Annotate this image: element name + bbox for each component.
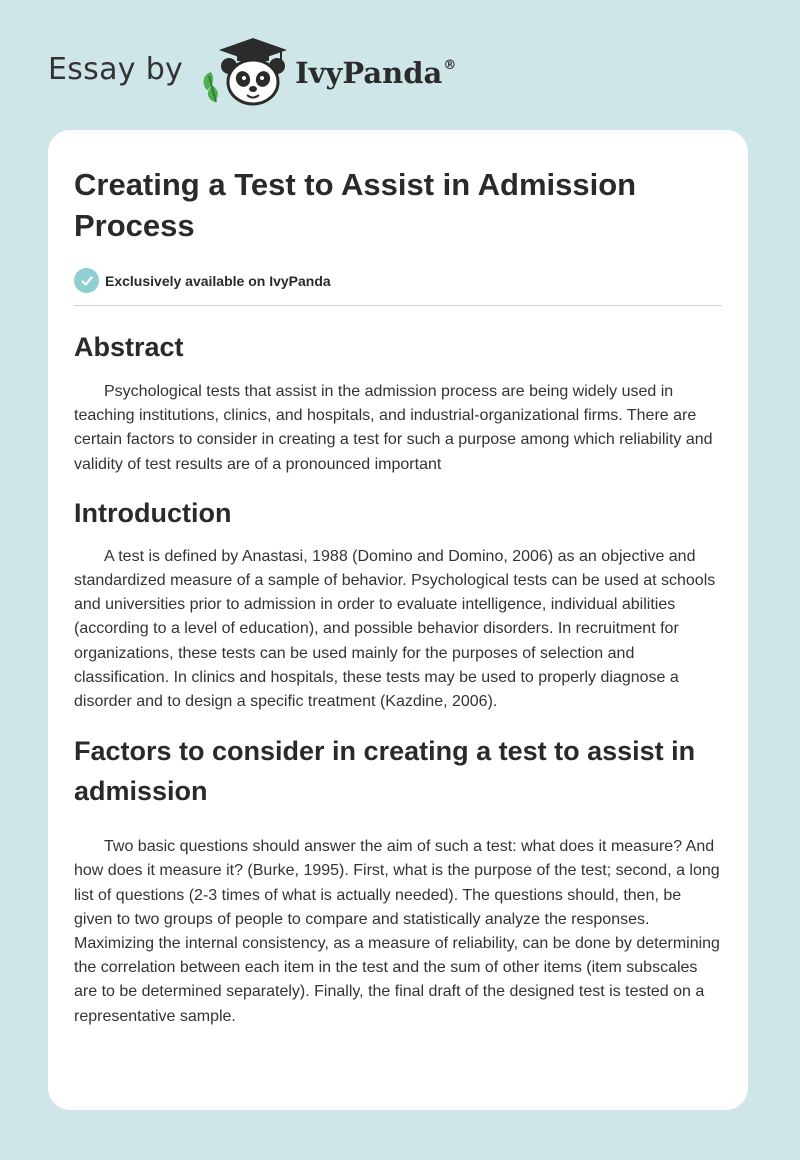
registered-mark: ® bbox=[443, 58, 457, 73]
essay-card bbox=[48, 130, 748, 1110]
panda-graduate-icon[interactable] bbox=[199, 36, 291, 108]
section-paragraph-abstract: Psychological tests that assist in the admission process are being widely used in teaching institutions, clinics, and hospitals, and industrial-organizational firms. There are certain factors to consider in creating a test for such a purpose among which reliability and validity of test results are of a pronounced important bbox=[74, 383, 713, 473]
site-header bbox=[48, 36, 456, 108]
essay-by-label: Essay by bbox=[48, 51, 184, 87]
section-heading-abstract: Abstract bbox=[74, 332, 184, 362]
section-heading-introduction: Introduction bbox=[74, 497, 232, 528]
check-circle-icon bbox=[74, 268, 99, 293]
exclusive-badge bbox=[74, 268, 722, 306]
section-heading-factors: Factors to consider in creating a test to assist in admission bbox=[74, 736, 696, 807]
section-paragraph-introduction: A test is defined by Anastasi, 1988 (Domino and Domino, 2006) as an objective and standardized measure of a sample of behavior. Psychological tests can be used at schools and universities prior to admission in order to evaluate intelligence, individual abilities (according to a level of education), and possible behavior disorders. In recruitment for organizations, these tests can be used mainly for the purposes of selection and classification. In clinics and hospitals, these tests may be used to properly diagnose a disorder and to design a specific treatment (Kazdine, 2006). bbox=[74, 547, 716, 711]
page-title: Creating a Test to Assist in Admission Process bbox=[74, 167, 637, 243]
section-paragraph-factors: Two basic questions should answer the aim of such a test: what does it measure? And how does it measure it? (Burke, 1995). First, what is the purpose of the test; second, a long list of questions (2-3 times of what is actually needed). The questions should, then, be given to two groups of people to compare and statistically analyze the responses. Maximizing the internal consistency, as a measure of reliability, can be done by determining the correlation between each item in the test and the sum of other items (item subscales are to be determined separately). Finally, the final draft of the designed test is tested on a representative sample. bbox=[74, 838, 720, 1025]
exclusive-badge-label: Exclusively available on IvyPanda bbox=[105, 272, 331, 289]
brand-name[interactable]: IvyPanda® bbox=[295, 56, 457, 90]
